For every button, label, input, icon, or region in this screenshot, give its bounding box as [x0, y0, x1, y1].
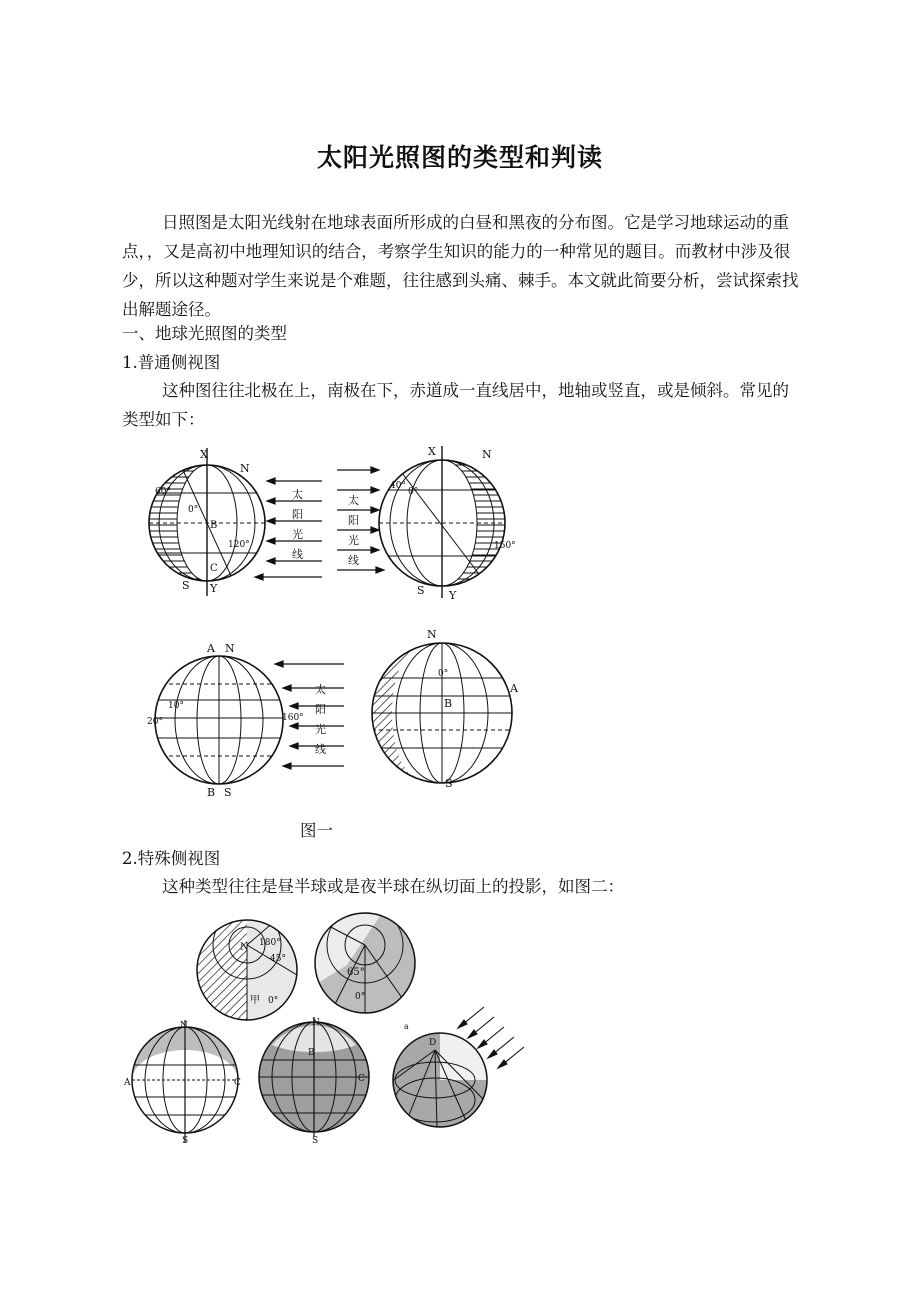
- label-c-g4: C: [358, 1074, 365, 1084]
- label-a-br: A: [510, 682, 518, 695]
- label-10deg: 10°: [168, 701, 184, 711]
- label-n-bl: N: [225, 642, 235, 655]
- sun-label-8: 线: [348, 554, 359, 567]
- label-20deg: 20°: [147, 717, 163, 727]
- label-x-right: X: [428, 445, 436, 458]
- figure-2: [122, 905, 542, 1165]
- label-b: B: [210, 520, 218, 531]
- page-title: 太阳光照图的类型和判读: [316, 143, 603, 172]
- label-65-g2: 65°: [347, 967, 365, 978]
- label-n-g1: N: [240, 942, 249, 953]
- label-180-g1: 180°: [259, 938, 281, 948]
- label-n-g3: N: [180, 1021, 188, 1031]
- globe-top-right: [379, 445, 516, 602]
- subheading-2-text: 这种类型往往是昼半球或是夜半球在纵切面上的投影，如图二：: [162, 877, 624, 896]
- label-b-br: B: [444, 697, 453, 710]
- label-s-br: S: [445, 777, 453, 790]
- sun-label-6: 阳: [348, 514, 359, 527]
- label-n-right: N: [482, 448, 492, 461]
- figure-1-caption: 图一: [300, 821, 333, 840]
- label-160deg: 160°: [282, 713, 304, 723]
- label-a-g5: a: [404, 1022, 409, 1031]
- globe-fig2-5: [393, 1022, 487, 1127]
- label-0deg-br: 0°: [438, 669, 449, 679]
- label-s-g3: S: [182, 1136, 189, 1146]
- label-40deg: 40°: [390, 481, 406, 491]
- sun-label-3: 光: [292, 528, 303, 541]
- sun-label-7: 光: [348, 534, 359, 547]
- globe-bottom-right: [372, 628, 519, 790]
- intro-paragraph: 日照图是太阳光线射在地球表面所形成的白昼和黑夜的分布图。它是学习地球运动的重点，，又是高初中地理知识的结合，考察学生知识的能力的一种常见的题目。而教材中涉及很少，所以这种题对学生来说是个难题，往往感到头痛、棘手。本文就此简要分析，尝试探索找出解题途径。: [122, 213, 799, 319]
- label-0deg: 0°: [188, 505, 199, 515]
- label-jia-g1: 甲: [250, 995, 260, 1006]
- figure-1-graphic: [122, 438, 542, 818]
- label-n-g4: N: [312, 1018, 320, 1028]
- label-n-br: N: [427, 628, 437, 641]
- sun-label-b3: 光: [315, 723, 326, 736]
- section-heading-1: 一、地球光照图的类型: [122, 324, 287, 343]
- label-45-g1: 45°: [270, 954, 286, 964]
- label-s: S: [182, 579, 190, 592]
- sun-label-1: 太: [292, 488, 303, 501]
- globe-fig2-2: [315, 907, 415, 1013]
- globe-top-left: [149, 448, 265, 596]
- label-x: X: [200, 448, 208, 461]
- label-0-g1: 0°: [268, 996, 279, 1006]
- label-120deg: 120°: [228, 540, 250, 550]
- label-150deg: 150°: [494, 541, 516, 551]
- label-c: C: [210, 563, 218, 574]
- sun-label-b4: 线: [315, 743, 326, 756]
- label-a-g3: A: [124, 1078, 131, 1088]
- label-y-right: Y: [449, 589, 457, 602]
- label-s-g4: S: [312, 1136, 319, 1146]
- label-60deg: 60°: [155, 487, 171, 497]
- sun-label-5: 太: [348, 494, 359, 507]
- label-b-bl: B: [207, 786, 216, 799]
- sun-label-2: 阳: [292, 508, 303, 521]
- globe-fig2-3: [123, 1020, 241, 1146]
- label-d-g5: D: [429, 1038, 437, 1048]
- label-n: N: [240, 462, 250, 475]
- label-a: A: [207, 642, 215, 655]
- label-0-g2: 0°: [355, 992, 366, 1002]
- subheading-1: 1.普通侧视图: [122, 353, 221, 372]
- subheading-1-text: 这种图往往北极在上，南极在下，赤道成一直线居中，地轴或竖直，或是倾斜。常见的类型如下：: [122, 381, 789, 429]
- figure-2-graphic: [122, 905, 542, 1165]
- sun-label-b2: 阳: [315, 703, 326, 716]
- sunlight-arrows-top-right: [337, 467, 384, 573]
- globe-fig2-4: [259, 1017, 369, 1146]
- label-c-g3: C: [234, 1078, 241, 1088]
- label-s-bl: S: [224, 786, 232, 799]
- figure-1: [122, 438, 542, 818]
- label-y: Y: [210, 582, 218, 595]
- sun-label-4: 线: [292, 548, 303, 561]
- label-s-right: S: [417, 584, 425, 597]
- sun-label-b1: 太: [315, 683, 326, 696]
- globe-fig2-1: [197, 911, 297, 1020]
- label-0deg-right: 0°: [408, 487, 419, 497]
- label-b-g4: B: [308, 1048, 315, 1058]
- subheading-2: 2.特殊侧视图: [122, 849, 221, 868]
